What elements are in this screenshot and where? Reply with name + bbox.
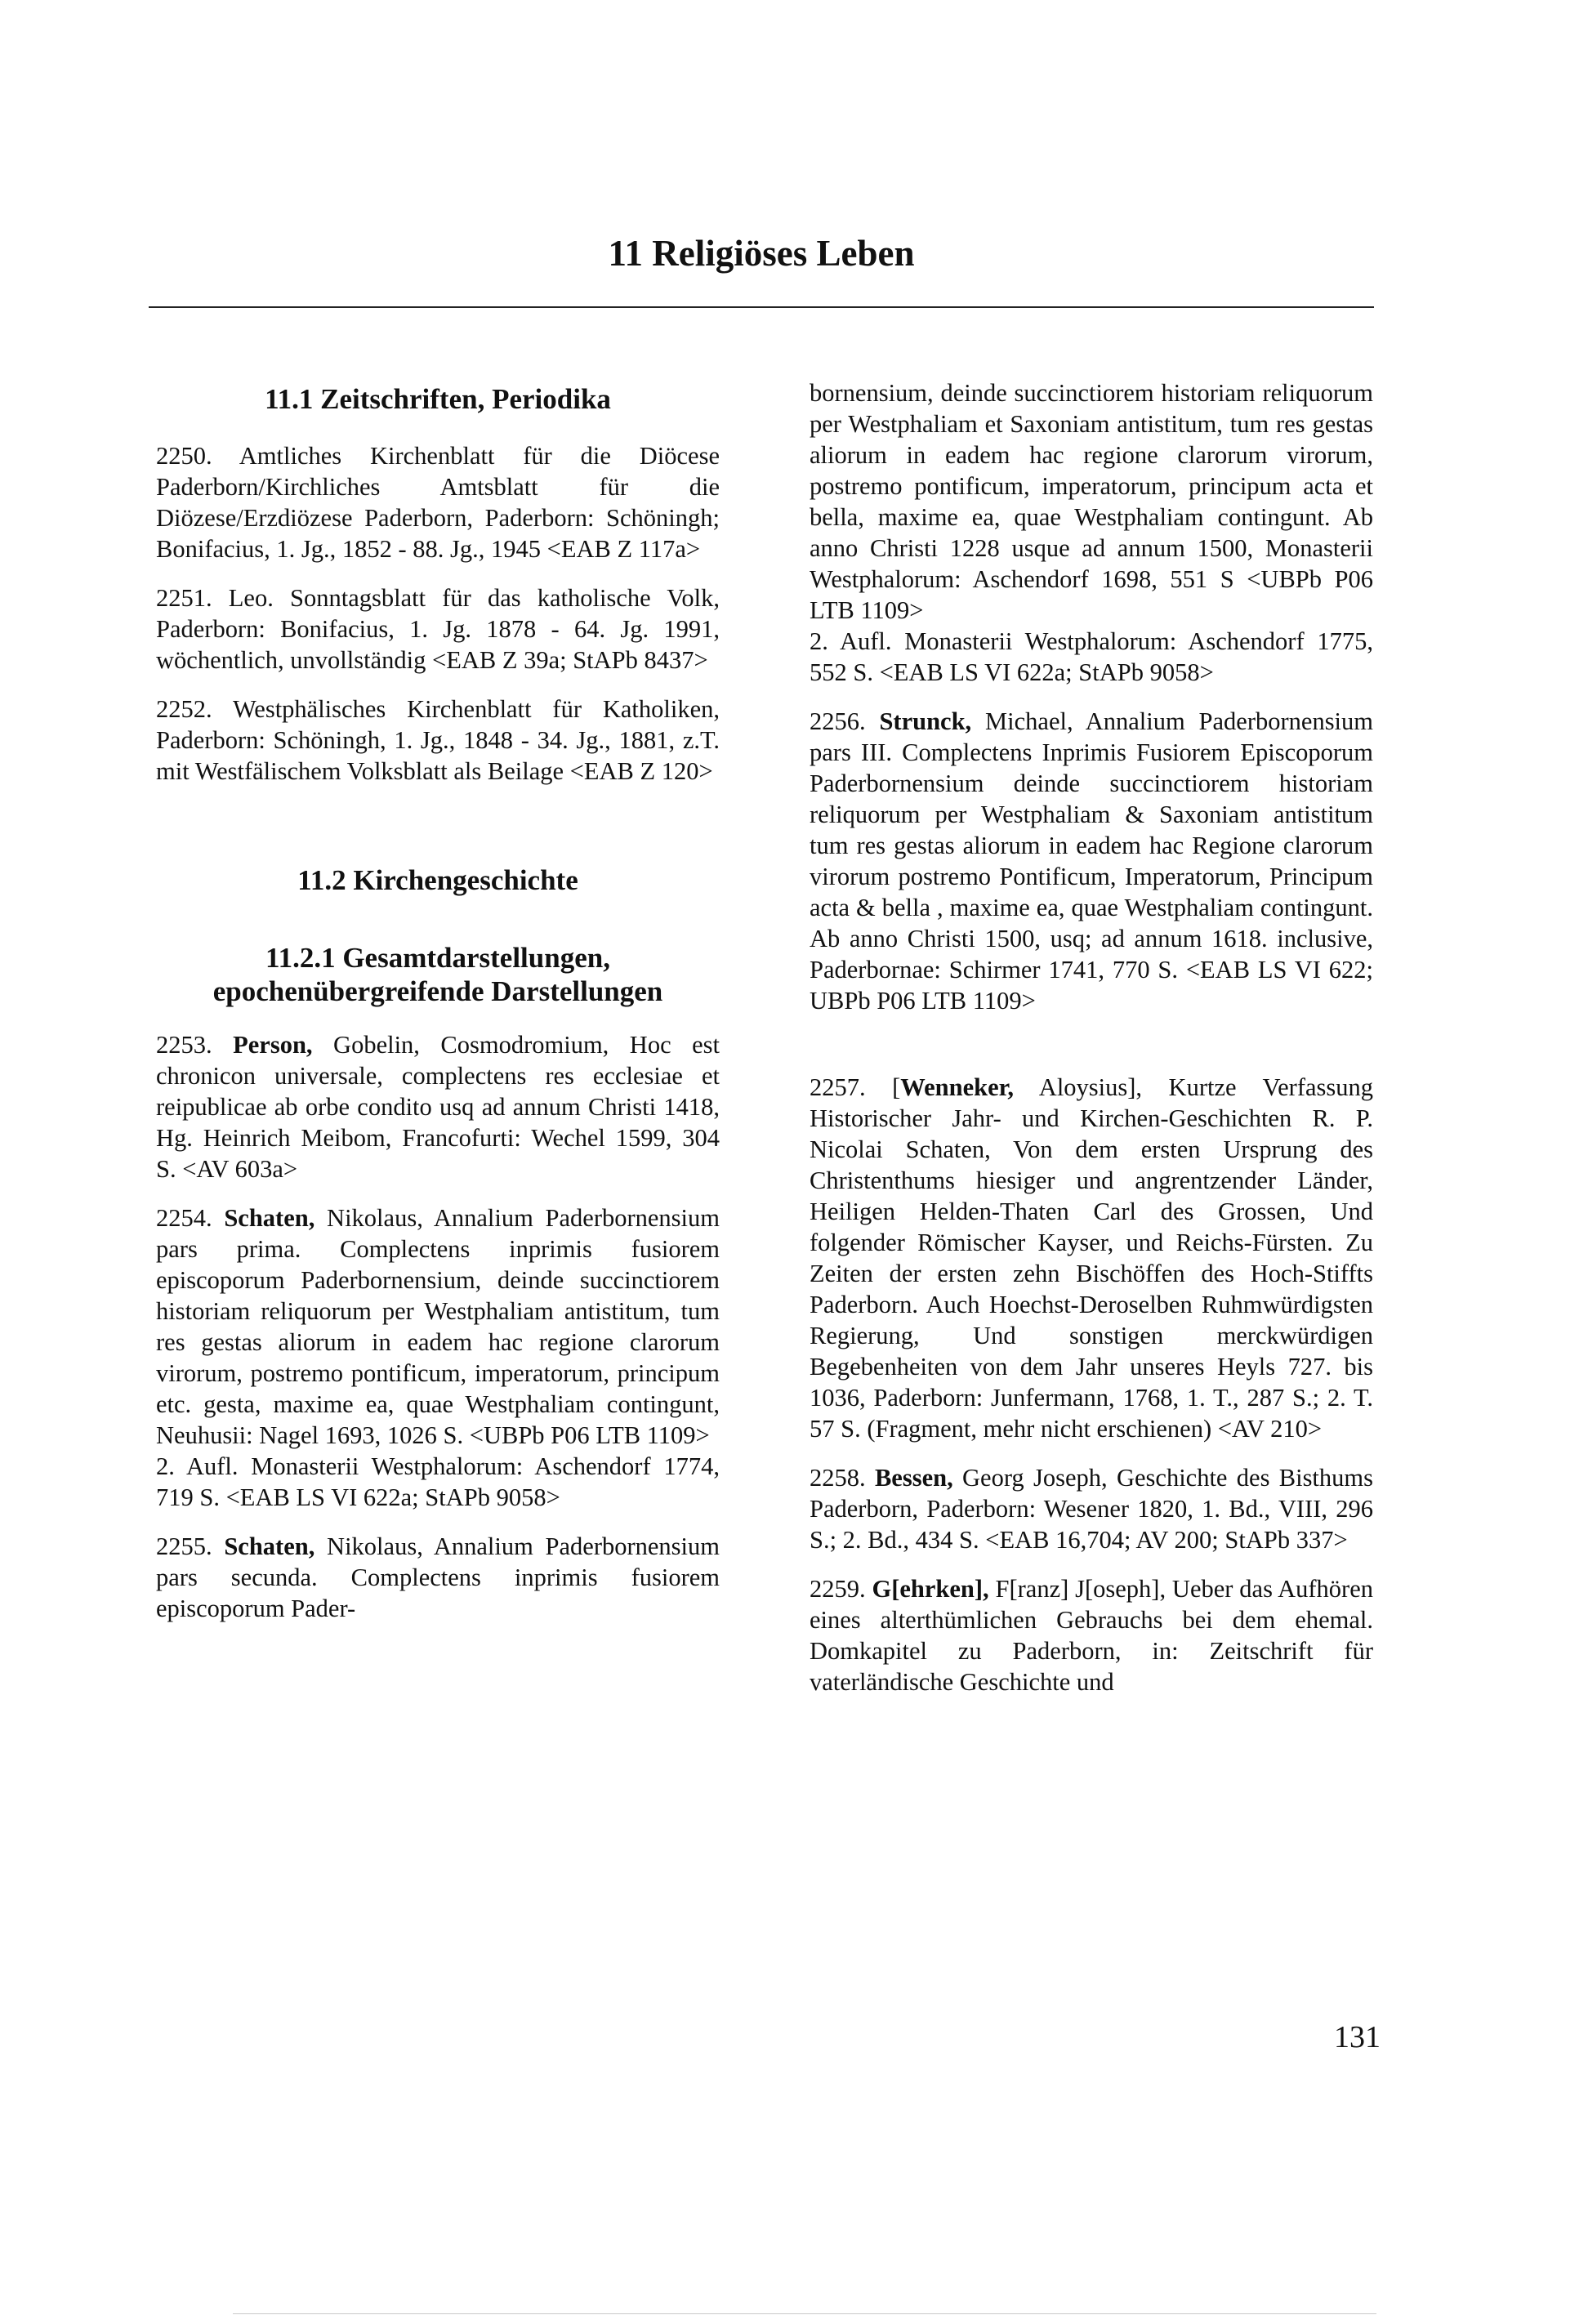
entry-number: 2255. (156, 1532, 212, 1560)
chapter-title: 11 Religiöses Leben (608, 233, 915, 274)
entry-2258 (810, 1462, 1373, 1555)
entry-edition-note: 2. Aufl. Monasterii Westphalorum: Aschendorf 1775, 552 S. <EAB LS VI 622a; StAPb 9058> (810, 627, 1373, 686)
entry-2255-continuation: bornensium, deinde succinctiorem historiam reliquorum per Westphaliam et Saxoniam antistitum, tum res gestas aliorum in eadem hac regione clarorum virorum, postremo pontificum, imperatorum, principum acta et bella, maxime ea, quae Westphaliam contingunt. Ab anno Christi 1228 usque ad annum 1500, Monasterii Westphalorum: Aschendorf 1698, 551 S <UBPb P06 LTB 1109> (810, 379, 1373, 624)
entry-text: Amtliches Kirchenblatt für die Diöcese Paderborn/Kirchliches Amtsblatt für die Diözese/Erzdiözese Paderborn, Paderborn: Schöningh; Bonifacius, 1. Jg., 1852 - 88. Jg., 1945 <EAB Z 117a> (156, 442, 720, 563)
entry-number: 2257. (810, 1073, 866, 1101)
entry-2257 (810, 1072, 1373, 1444)
scan-edge-line (233, 2313, 1376, 2314)
entry-number: 2251. (156, 584, 212, 612)
entry-author: G[ehrken], (872, 1575, 989, 1603)
page-number: 131 (1334, 2020, 1381, 2054)
entry-2251 (156, 582, 720, 676)
entry-2254 (156, 1202, 720, 1513)
section-heading-11-2-1: 11.2.1 Gesamtdarstellungen, epochenübergreifende Darstellungen (212, 942, 663, 1007)
section-heading-11-2: 11.2 Kirchengeschichte (297, 864, 578, 896)
entry-bracket: [ (865, 1073, 901, 1101)
entry-author: Wenneker, (900, 1073, 1014, 1101)
entry-number: 2259. (810, 1575, 866, 1603)
entry-text: Nikolaus, Annalium Paderbornensium pars prima. Complectens inprimis fusiorem episcoporum Paderbornensium, deinde succinctiorem historiam reliquorum per Westphaliam antistitum, tum res gestas aliorum in eadem hac regione clarorum virorum, postremo pontificum, imperatorum, principum etc. gesta, maxime ea, quae Westphaliam contingunt, Neuhusii: Nagel 1693, 1026 S. <UBPb P06 LTB 1109> (156, 1204, 720, 1449)
entry-text: Westphälisches Kirchenblatt für Katholiken, Paderborn: Schöningh, 1. Jg., 1848 - 34. Jg., 1881, z.T. mit Westfälischem Volksblatt als Beilage <EAB Z 120> (156, 695, 720, 785)
entry-2255 (156, 1531, 720, 1624)
entry-2250 (156, 440, 720, 564)
entry-text: F[ranz] J[oseph], Ueber das Aufhören eines alterthümlichen Gebrauchs bei dem ehemal. Domkapitel zu Paderborn, in: Zeitschrift für vaterländische Geschichte und (810, 1575, 1373, 1696)
entry-number: 2254. (156, 1204, 212, 1232)
entry-2253 (156, 1029, 720, 1184)
entry-number: 2250. (156, 442, 212, 470)
entry-text: Nikolaus, Annalium Paderbornensium pars secunda. Complectens inprimis fusiorem episcoporum Pader- (156, 1532, 720, 1622)
entry-text: Aloysius], Kurtze Verfassung Historischer Jahr- und Kirchen-Geschichten R. P. Nicolai Schaten, Von dem ersten Ursprung des Christenthums hiesiger und angrentzender Länder, Heiligen Helden-Thaten Carl des Grossen, Und folgender Römischer Kayser, und Reichs-Fürsten. Zu Zeiten der ersten zehn Bischöffen des Hoch-Stiffts Paderborn. Auch Hoechst-Deroselben Ruhmwürdigsten Regierung, Und sonstigen merckwürdigen Begebenheiten von dem Jahr unseres Heyls 727. bis 1036, Paderborn: Junfermann, 1768, 1. T., 287 S.; 2. T. 57 S. (Fragment, mehr nicht erschienen) <AV 210> (810, 1073, 1373, 1443)
entry-2259 (810, 1573, 1373, 1697)
entry-author: Schaten, (224, 1532, 315, 1560)
entry-edition-note: 2. Aufl. Monasterii Westphalorum: Aschendorf 1774, 719 S. <EAB LS VI 622a; StAPb 9058> (156, 1452, 720, 1511)
entry-author: Bessen, (874, 1464, 953, 1492)
left-column (156, 382, 720, 1642)
entry-text: Michael, Annalium Paderbornensium pars III. Complectens Inprimis Fusiorem Episcoporum Paderbornensium deinde succinctiorem historiam reliquorum per Westphaliam & Saxoniam antistitum tum res gestas aliorum in eadem hac Regione clarorum virorum postremo Pontificum, Imperatorum, Principum acta & bella , maxime ea, quae Westphaliam contingunt. Ab anno Christi 1500, usq; ad annum 1618. inclusive, Paderbornae: Schirmer 1741, 770 S. <EAB LS VI 622; UBPb P06 LTB 1109> (810, 707, 1374, 1015)
entry-2252 (156, 694, 720, 787)
entry-author: Person, (233, 1031, 313, 1059)
entry-number: 2256. (810, 707, 866, 735)
entry-author: Schaten, (224, 1204, 315, 1232)
section-heading-11-1: 11.1 Zeitschriften, Periodika (265, 383, 611, 415)
entry-text: Georg Joseph, Geschichte des Bisthums Paderborn, Paderborn: Wesener 1820, 1. Bd., VIII, 296 S.; 2. Bd., 434 S. <EAB 16,704; AV 200; StAPb 337> (810, 1464, 1374, 1554)
entry-number: 2252. (156, 695, 212, 723)
chapter-divider (149, 306, 1374, 308)
entry-2256 (810, 706, 1373, 1016)
right-column (810, 377, 1373, 1715)
entry-author: Strunck, (879, 707, 972, 735)
entry-number: 2258. (810, 1464, 866, 1492)
entry-text: Leo. Sonntagsblatt für das katholische Volk, Paderborn: Bonifacius, 1. Jg. 1878 - 64. Jg. 1991, wöchentlich, unvollständig <EAB Z 39a; StAPb 8437> (156, 584, 720, 674)
entry-2255-continued (810, 377, 1373, 688)
entry-number: 2253. (156, 1031, 212, 1059)
entry-text: Gobelin, Cosmodromium, Hoc est chronicon universale, complectens res ecclesiae et reipublicae ab orbe condito usq ad annum Christi 1418, Hg. Heinrich Meibom, Francofurti: Wechel 1599, 304 S. <AV 603a> (156, 1031, 720, 1183)
